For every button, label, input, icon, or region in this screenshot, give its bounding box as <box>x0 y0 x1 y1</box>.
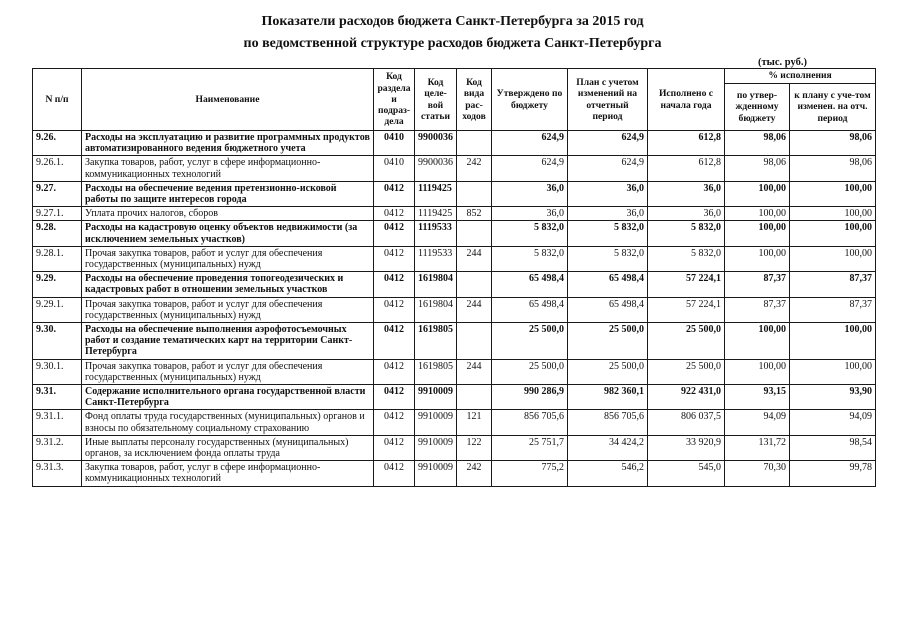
cell-name: Закупка товаров, работ, услуг в сфере информационно-коммуникационных технологий <box>82 156 374 181</box>
cell-razdel: 0412 <box>374 461 415 486</box>
cell-pct-plan: 93,90 <box>790 385 876 410</box>
cell-num: 9.31.1. <box>33 410 82 435</box>
cell-pct-plan: 100,00 <box>790 221 876 246</box>
header-num: N п/п <box>33 69 82 131</box>
cell-pct-budget: 100,00 <box>725 181 790 206</box>
cell-statya: 1119533 <box>415 246 457 271</box>
cell-razdel: 0412 <box>374 385 415 410</box>
header-vid: Код вида рас-ходов <box>457 69 492 131</box>
table-row <box>33 435 876 460</box>
cell-vid: 244 <box>457 359 492 384</box>
cell-approved: 775,2 <box>492 461 568 486</box>
cell-pct-plan: 100,00 <box>790 207 876 221</box>
cell-razdel: 0412 <box>374 435 415 460</box>
cell-num: 9.27. <box>33 181 82 206</box>
table-row <box>33 359 876 384</box>
cell-name: Прочая закупка товаров, работ и услуг для обеспечения государственных (муниципальных) нужд <box>82 246 374 271</box>
cell-executed: 57 224,1 <box>648 297 725 322</box>
cell-statya: 1119533 <box>415 221 457 246</box>
cell-name: Иные выплаты персоналу государственных (муниципальных) органов, за исключением фонда оплаты труда <box>82 435 374 460</box>
cell-pct-plan: 100,00 <box>790 359 876 384</box>
cell-pct-plan: 100,00 <box>790 181 876 206</box>
header-pct-budget: по утвер-жденному бюджету <box>725 84 790 131</box>
header-plan: План с учетом изменений на отчетный период <box>568 69 648 131</box>
cell-num: 9.31.3. <box>33 461 82 486</box>
cell-executed: 36,0 <box>648 181 725 206</box>
table-row <box>33 323 876 360</box>
cell-name: Расходы на обеспечение проведения топогеодезических и кадастровых работ в отношении земельных участков <box>82 272 374 297</box>
cell-num: 9.28. <box>33 221 82 246</box>
cell-plan: 624,9 <box>568 131 648 156</box>
cell-razdel: 0412 <box>374 221 415 246</box>
cell-name: Расходы на кадастровую оценку объектов недвижимости (за исключением земельных участков) <box>82 221 374 246</box>
cell-name: Фонд оплаты труда государственных (муниципальных) органов и взносы по обязательному социальному страхованию <box>82 410 374 435</box>
units-label: (тыс. руб.) <box>758 57 807 68</box>
cell-razdel: 0412 <box>374 297 415 322</box>
cell-approved: 624,9 <box>492 131 568 156</box>
header-statya: Код целе-вой статьи <box>415 69 457 131</box>
table-row <box>33 272 876 297</box>
cell-num: 9.31. <box>33 385 82 410</box>
cell-pct-plan: 99,78 <box>790 461 876 486</box>
cell-vid <box>457 181 492 206</box>
cell-plan: 34 424,2 <box>568 435 648 460</box>
cell-name: Прочая закупка товаров, работ и услуг для обеспечения государственных (муниципальных) нужд <box>82 359 374 384</box>
cell-pct-plan: 98,54 <box>790 435 876 460</box>
cell-pct-budget: 87,37 <box>725 272 790 297</box>
document-title-line1: Показатели расходов бюджета Санкт-Петербурга за 2015 год <box>261 14 644 29</box>
header-approved: Утверждено по бюджету <box>492 69 568 131</box>
header-pct-plan: к плану с уче-том изменен. на отч. период <box>790 84 876 131</box>
cell-vid <box>457 272 492 297</box>
cell-razdel: 0412 <box>374 272 415 297</box>
cell-razdel: 0412 <box>374 323 415 360</box>
cell-pct-budget: 100,00 <box>725 323 790 360</box>
cell-name: Расходы на эксплуатацию и развитие программных продуктов автоматизированного ведения бюджетного учета <box>82 131 374 156</box>
cell-pct-plan: 100,00 <box>790 246 876 271</box>
cell-executed: 36,0 <box>648 207 725 221</box>
cell-executed: 25 500,0 <box>648 323 725 360</box>
cell-plan: 5 832,0 <box>568 246 648 271</box>
cell-plan: 624,9 <box>568 156 648 181</box>
cell-pct-budget: 87,37 <box>725 297 790 322</box>
table-row <box>33 131 876 156</box>
table-row <box>33 410 876 435</box>
cell-vid: 852 <box>457 207 492 221</box>
cell-num: 9.31.2. <box>33 435 82 460</box>
cell-vid: 122 <box>457 435 492 460</box>
cell-vid: 244 <box>457 297 492 322</box>
cell-approved: 5 832,0 <box>492 246 568 271</box>
cell-pct-plan: 94,09 <box>790 410 876 435</box>
cell-num: 9.26. <box>33 131 82 156</box>
cell-pct-budget: 93,15 <box>725 385 790 410</box>
document-title-line2: по ведомственной структуре расходов бюджета Санкт-Петербурга <box>243 36 662 51</box>
cell-statya: 1619805 <box>415 323 457 360</box>
cell-num: 9.27.1. <box>33 207 82 221</box>
cell-approved: 5 832,0 <box>492 221 568 246</box>
cell-pct-budget: 98,06 <box>725 156 790 181</box>
cell-num: 9.26.1. <box>33 156 82 181</box>
cell-statya: 9910009 <box>415 385 457 410</box>
cell-statya: 1119425 <box>415 181 457 206</box>
cell-statya: 9900036 <box>415 131 457 156</box>
cell-statya: 9910009 <box>415 410 457 435</box>
table-row <box>33 385 876 410</box>
cell-approved: 25 751,7 <box>492 435 568 460</box>
table-row <box>33 297 876 322</box>
cell-approved: 36,0 <box>492 181 568 206</box>
cell-statya: 9910009 <box>415 461 457 486</box>
cell-executed: 806 037,5 <box>648 410 725 435</box>
cell-plan: 25 500,0 <box>568 359 648 384</box>
cell-vid: 244 <box>457 246 492 271</box>
cell-name: Содержание исполнительного органа государственной власти Санкт-Петербурга <box>82 385 374 410</box>
table-row <box>33 181 876 206</box>
header-pct-group: % исполнения <box>725 69 876 84</box>
cell-vid: 121 <box>457 410 492 435</box>
cell-pct-budget: 100,00 <box>725 207 790 221</box>
cell-num: 9.28.1. <box>33 246 82 271</box>
cell-plan: 36,0 <box>568 181 648 206</box>
cell-executed: 612,8 <box>648 131 725 156</box>
header-razdel: Код раздела и подраз-дела <box>374 69 415 131</box>
table-row <box>33 207 876 221</box>
cell-vid <box>457 323 492 360</box>
cell-executed: 5 832,0 <box>648 246 725 271</box>
cell-executed: 545,0 <box>648 461 725 486</box>
cell-pct-plan: 98,06 <box>790 156 876 181</box>
cell-plan: 5 832,0 <box>568 221 648 246</box>
cell-pct-plan: 100,00 <box>790 323 876 360</box>
table-row <box>33 461 876 486</box>
cell-razdel: 0412 <box>374 410 415 435</box>
cell-name: Прочая закупка товаров, работ и услуг для обеспечения государственных (муниципальных) нужд <box>82 297 374 322</box>
table-row <box>33 246 876 271</box>
cell-vid <box>457 385 492 410</box>
cell-statya: 1619804 <box>415 297 457 322</box>
cell-num: 9.29.1. <box>33 297 82 322</box>
cell-executed: 33 920,9 <box>648 435 725 460</box>
cell-pct-budget: 131,72 <box>725 435 790 460</box>
cell-pct-budget: 100,00 <box>725 221 790 246</box>
cell-vid: 242 <box>457 156 492 181</box>
cell-pct-plan: 87,37 <box>790 297 876 322</box>
cell-statya: 1119425 <box>415 207 457 221</box>
cell-approved: 25 500,0 <box>492 323 568 360</box>
cell-name: Расходы на обеспечение выполнения аэрофотосъемочных работ и создание тематических карт на территории Санкт-Петербурга <box>82 323 374 360</box>
cell-pct-budget: 100,00 <box>725 359 790 384</box>
cell-name: Закупка товаров, работ, услуг в сфере информационно-коммуникационных технологий <box>82 461 374 486</box>
cell-plan: 25 500,0 <box>568 323 648 360</box>
cell-pct-plan: 87,37 <box>790 272 876 297</box>
cell-pct-plan: 98,06 <box>790 131 876 156</box>
cell-razdel: 0412 <box>374 207 415 221</box>
cell-approved: 856 705,6 <box>492 410 568 435</box>
cell-plan: 65 498,4 <box>568 272 648 297</box>
budget-table <box>32 68 876 487</box>
cell-approved: 36,0 <box>492 207 568 221</box>
cell-vid <box>457 221 492 246</box>
cell-name: Расходы на обеспечение ведения претензионно-исковой работы по защите интересов города <box>82 181 374 206</box>
cell-razdel: 0412 <box>374 181 415 206</box>
cell-approved: 65 498,4 <box>492 272 568 297</box>
cell-razdel: 0412 <box>374 246 415 271</box>
cell-approved: 25 500,0 <box>492 359 568 384</box>
cell-approved: 990 286,9 <box>492 385 568 410</box>
cell-vid <box>457 131 492 156</box>
cell-num: 9.30.1. <box>33 359 82 384</box>
cell-approved: 624,9 <box>492 156 568 181</box>
table-row <box>33 221 876 246</box>
cell-statya: 9900036 <box>415 156 457 181</box>
cell-executed: 922 431,0 <box>648 385 725 410</box>
cell-executed: 612,8 <box>648 156 725 181</box>
cell-executed: 57 224,1 <box>648 272 725 297</box>
cell-razdel: 0410 <box>374 156 415 181</box>
table-body <box>33 131 876 487</box>
cell-pct-budget: 94,09 <box>725 410 790 435</box>
cell-plan: 546,2 <box>568 461 648 486</box>
cell-name: Уплата прочих налогов, сборов <box>82 207 374 221</box>
cell-num: 9.30. <box>33 323 82 360</box>
cell-plan: 36,0 <box>568 207 648 221</box>
cell-statya: 1619805 <box>415 359 457 384</box>
cell-executed: 25 500,0 <box>648 359 725 384</box>
cell-approved: 65 498,4 <box>492 297 568 322</box>
cell-razdel: 0410 <box>374 131 415 156</box>
cell-razdel: 0412 <box>374 359 415 384</box>
cell-vid: 242 <box>457 461 492 486</box>
header-executed: Исполнено с начала года <box>648 69 725 131</box>
cell-plan: 856 705,6 <box>568 410 648 435</box>
table-row <box>33 156 876 181</box>
header-name: Наименование <box>82 69 374 131</box>
cell-executed: 5 832,0 <box>648 221 725 246</box>
cell-num: 9.29. <box>33 272 82 297</box>
cell-pct-budget: 70,30 <box>725 461 790 486</box>
cell-statya: 1619804 <box>415 272 457 297</box>
cell-statya: 9910009 <box>415 435 457 460</box>
cell-plan: 65 498,4 <box>568 297 648 322</box>
cell-pct-budget: 100,00 <box>725 246 790 271</box>
cell-pct-budget: 98,06 <box>725 131 790 156</box>
cell-plan: 982 360,1 <box>568 385 648 410</box>
